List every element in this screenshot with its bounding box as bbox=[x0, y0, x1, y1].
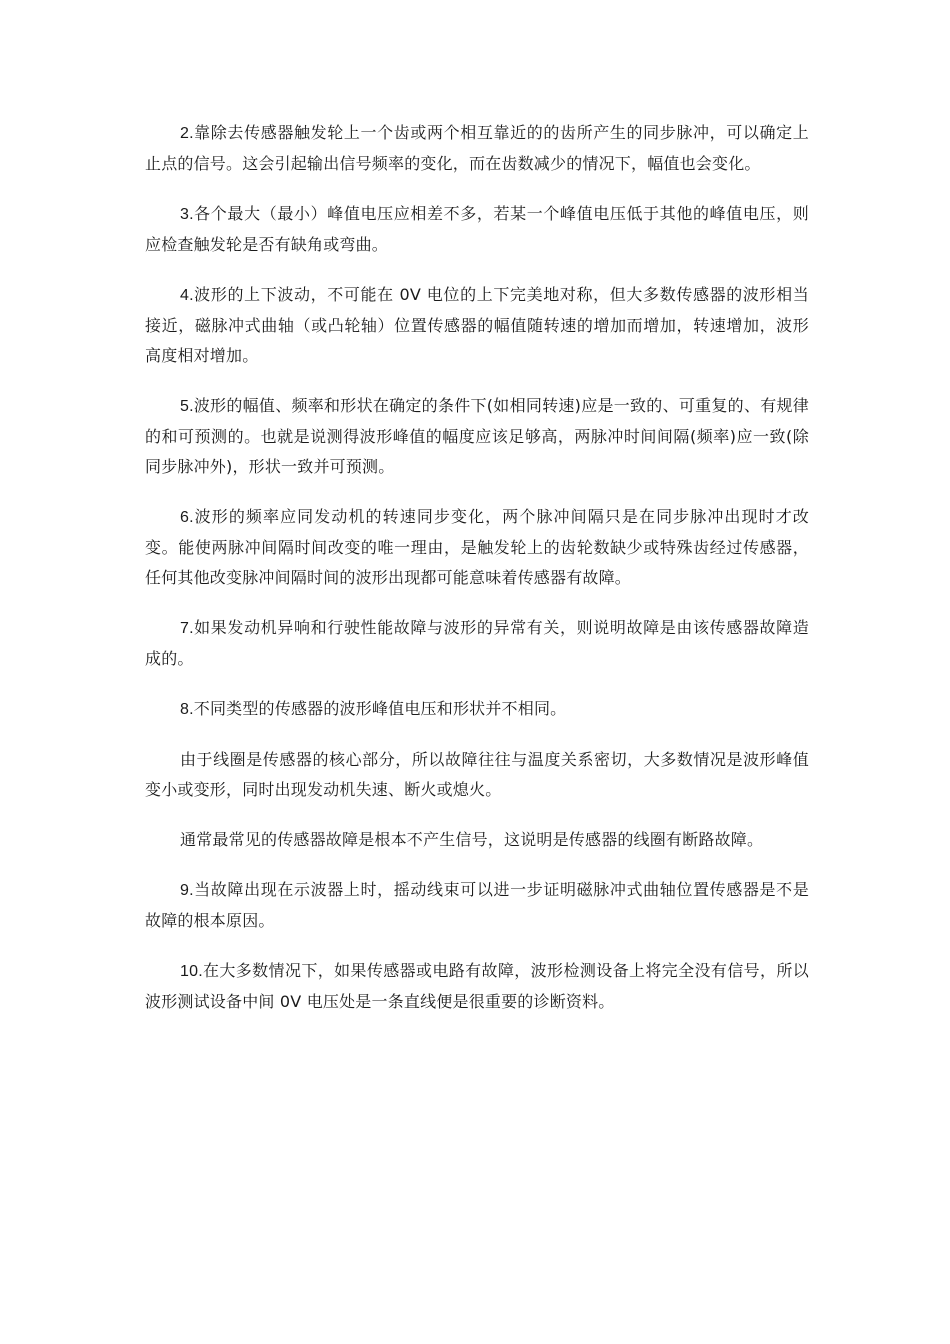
paragraph-coil-note bbox=[145, 745, 809, 805]
paragraph-number: 2. bbox=[180, 125, 194, 142]
paragraph-text: 波形的幅值、频率和形状在确定的条件下(如相同转速)应是一致的、可重复的、有规律的和可预测的。也就是说测得波形峰值的幅度应该足够高，两脉冲时间间隔(频率)应一致(除同步脉冲外)，形状一致并可预测。 bbox=[145, 396, 809, 476]
paragraph-text: 波形的上下波动，不可能在 0V 电位的上下完美地对称，但大多数传感器的波形相当接近，磁脉冲式曲轴（或凸轮轴）位置传感器的幅值随转速的增加而增加，转速增加，波形高度相对增加。 bbox=[145, 285, 809, 365]
paragraph-number: 4. bbox=[180, 287, 194, 304]
paragraph-text: 各个最大（最小）峰值电压应相差不多，若某一个峰值电压低于其他的峰值电压，则应检查触发轮是否有缺角或弯曲。 bbox=[145, 204, 809, 254]
paragraph-number: 5. bbox=[180, 398, 194, 415]
paragraph-number: 7. bbox=[180, 620, 194, 637]
paragraph-2 bbox=[145, 118, 809, 179]
paragraph-text: 靠除去传感器触发轮上一个齿或两个相互靠近的的齿所产生的同步脉冲，可以确定上止点的信号。这会引起输出信号频率的变化，而在齿数减少的情况下，幅值也会变化。 bbox=[145, 123, 809, 173]
paragraph-3 bbox=[145, 199, 809, 260]
paragraph-text: 不同类型的传感器的波形峰值电压和形状并不相同。 bbox=[193, 699, 567, 718]
paragraph-4 bbox=[145, 280, 809, 371]
paragraph-text: 由于线圈是传感器的核心部分，所以故障往往与温度关系密切，大多数情况是波形峰值变小或变形，同时出现发动机失速、断火或熄火。 bbox=[145, 750, 809, 799]
paragraph-number: 3. bbox=[180, 206, 194, 223]
paragraph-10 bbox=[145, 956, 809, 1017]
paragraph-text: 当故障出现在示波器上时，摇动线束可以进一步证明磁脉冲式曲轴位置传感器是不是故障的根本原因。 bbox=[145, 880, 809, 930]
paragraph-8 bbox=[145, 694, 809, 725]
paragraph-6 bbox=[145, 502, 809, 593]
paragraph-text: 如果发动机异响和行驶性能故障与波形的异常有关，则说明故障是由该传感器故障造成的。 bbox=[145, 618, 809, 668]
paragraph-number: 8. bbox=[180, 701, 194, 718]
paragraph-text: 波形的频率应同发动机的转速同步变化，两个脉冲间隔只是在同步脉冲出现时才改变。能使两脉冲间隔时间改变的唯一理由，是触发轮上的齿轮数缺少或特殊齿经过传感器，任何其他改变脉冲间隔时间的波形出现都可能意味着传感器有故障。 bbox=[145, 507, 809, 587]
paragraph-number: 6. bbox=[180, 509, 194, 526]
paragraph-text: 通常最常见的传感器故障是根本不产生信号，这说明是传感器的线圈有断路故障。 bbox=[180, 830, 764, 849]
document-body bbox=[145, 118, 809, 1017]
paragraph-text: 在大多数情况下，如果传感器或电路有故障，波形检测设备上将完全没有信号，所以波形测试设备中间 0V 电压处是一条直线便是很重要的诊断资料。 bbox=[145, 961, 809, 1011]
paragraph-7 bbox=[145, 613, 809, 674]
paragraph-9 bbox=[145, 875, 809, 936]
paragraph-number: 10. bbox=[180, 963, 203, 980]
paragraph-5 bbox=[145, 391, 809, 482]
paragraph-number: 9. bbox=[180, 882, 194, 899]
paragraph-common-fault bbox=[145, 825, 809, 855]
